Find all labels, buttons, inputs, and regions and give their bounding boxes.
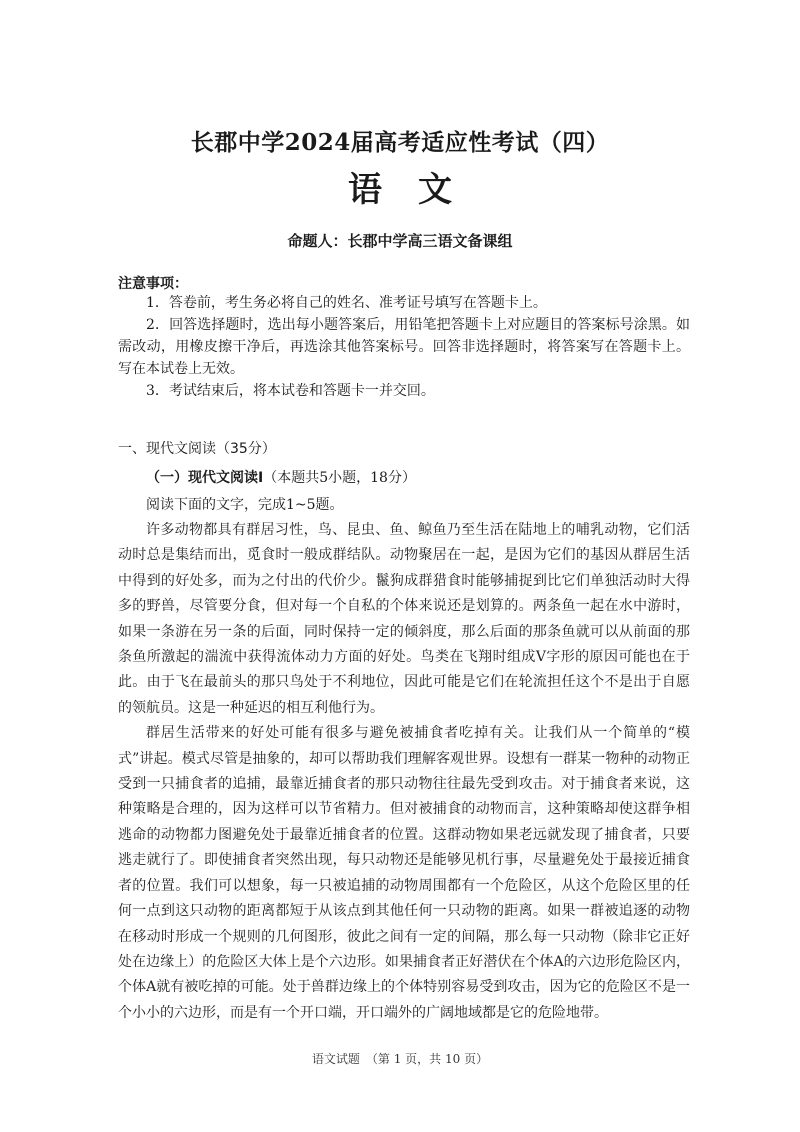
notice-item: 3．考试结束后，将本试卷和答题卡一并交回。 [146, 383, 435, 399]
notice-item: 2．回答选择题时，选出每小题答案后，用铅笔把答题卡上对应题目的答案标号涂黑。如需改动，用橡皮擦干净后，再选涂其他答案标号。回答非选择题时，将答案写在答题卡上。写在本试卷上无效。 [118, 317, 690, 377]
passage-paragraph: 许多动物都具有群居习性，鸟、昆虫、鱼、鲸鱼乃至生活在陆地上的哺乳动物，它们活动时总是集结而出，觅食时一般成群结队。动物聚居在一起，是因为它们的基因从群居生活中得到的好处多，而为之付出的代价少。鬣狗成群猎食时能够捕捉到比它们单独活动时大得多的野兽，尽管要分食，但对每一个自私的个体来说还是划算的。两条鱼一起在水中游时，如果一条游在另一条的后面，同时保持一定的倾斜度，那么后面的那条鱼就可以从前面的那条鱼所激起的湍流中获得流体动力方面的好处。鸟类在飞翔时组成V字形的原因可能也在于此。由于飞在最前头的那只鸟处于不利地位，因此可能是它们在轮流担任这个不是出于自愿的领航员。这是一种延迟的相互利他行为。 [118, 522, 690, 716]
subsection-heading [146, 467, 416, 487]
reading-instruction: 阅读下面的文字，完成1~5题。 [146, 497, 344, 513]
subsection-detail: （本题共5小题，18分） [263, 470, 416, 486]
subsection-label: （一）现代文阅读Ⅰ [146, 470, 264, 486]
exam-title: 长郡中学2024届高考适应性考试（四） [190, 129, 610, 156]
reading-passage [118, 518, 690, 1026]
page-footer: 语文试题 （第 1 页，共 10 页） [311, 1052, 489, 1066]
section-heading: 一、现代文阅读（35分） [118, 441, 276, 457]
question-setter: 命题人：长郡中学高三语文备课组 [287, 232, 513, 250]
notice-item: 1．答卷前，考生务必将自己的姓名、准考证号填写在答题卡上。 [146, 295, 547, 311]
notice-heading: 注意事项： [118, 276, 188, 292]
subject-title: 语文 [348, 170, 488, 210]
notice-list [118, 292, 690, 402]
passage-paragraph: 群居生活带来的好处可能有很多与避免被捕食者吃掉有关。让我们从一个简单的“模式”讲起。模式尽管是抽象的，却可以帮助我们理解客观世界。设想有一群某一物种的动物正受到一只捕食者的追捕，最靠近捕食者的那只动物往往最先受到攻击。对于捕食者来说，这种策略是合理的，因为这样可以节省精力。但对被捕食的动物而言，这种策略却使这群争相逃命的动物都力图避免处于最靠近捕食者的位置。这群动物如果老远就发现了捕食者，只要逃走就行了。即使捕食者突然出现，每只动物还是能够见机行事，尽量避免处于最接近捕食者的位置。我们可以想象，每一只被追捕的动物周围都有一个危险区，从这个危险区里的任何一点到这只动物的距离都短于从该点到其他任何一只动物的距离。如果一群被追逐的动物在移动时形成一个规则的几何图形，彼此之间有一定的间隔，那么每一只动物（除非它正好处在边缘上）的危险区大体上是个六边形。如果捕食者正好潜伏在个体A的六边形危险区内，个体A就有被吃掉的可能。处于兽群边缘上的个体特别容易受到攻击，因为它的危险区不是一个小小的六边形，而是有一个开口端，开口端外的广阔地域都是它的危险地带。 [118, 725, 690, 1021]
